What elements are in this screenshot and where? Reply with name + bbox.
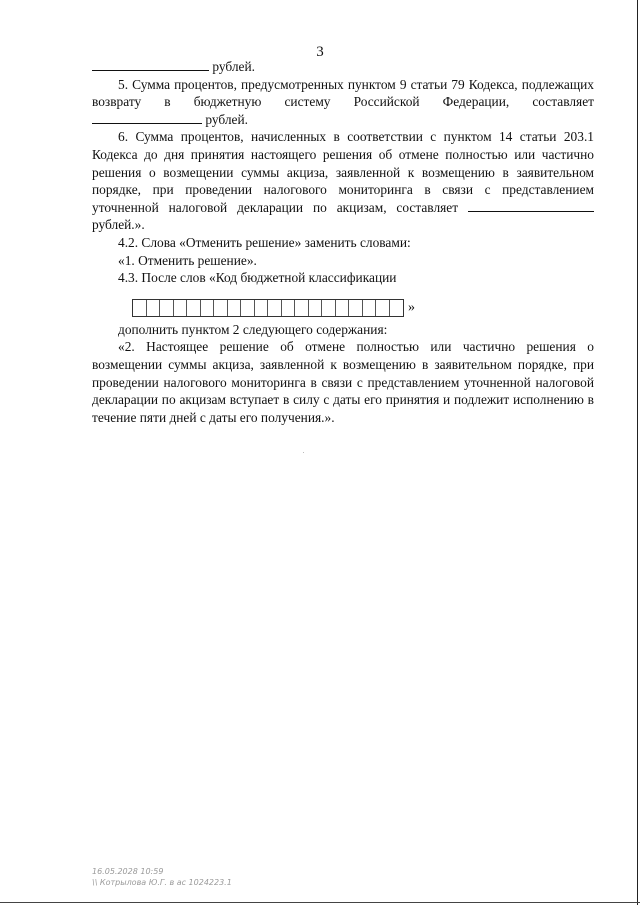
- page-number: 3: [316, 44, 324, 60]
- kbk-code-cell: [160, 300, 174, 316]
- amount-blank: [468, 199, 594, 212]
- electronic-stamp: [92, 866, 232, 888]
- paragraph-4-2: 4.2. Слова «Отменить решение» заменить словами:: [118, 234, 411, 250]
- kbk-code-cell: [363, 300, 377, 316]
- paragraph-4-2-quote: «1. Отменить решение».: [118, 252, 257, 268]
- kbk-code-cell: [241, 300, 255, 316]
- kbk-code-cell: [390, 300, 404, 316]
- kbk-code-cell: [349, 300, 363, 316]
- kbk-code-cell: [295, 300, 309, 316]
- page-edge-bottom: [0, 902, 640, 903]
- kbk-code-cell: [174, 300, 188, 316]
- stamp-path: \\ Котрылова Ю.Г. в ас 1024223.1: [92, 878, 232, 887]
- document-body: [92, 58, 594, 426]
- rubles-text: рублей.: [205, 111, 249, 127]
- kbk-code-row: [132, 293, 594, 317]
- rubles-line: [92, 58, 594, 76]
- paragraph-add: дополнить пунктом 2 следующего содержания:: [118, 321, 388, 337]
- paragraph-5-line-3: [92, 111, 594, 129]
- kbk-code-cell: [187, 300, 201, 316]
- paragraph-4-3: 4.3. После слов «Код бюджетной классификации: [118, 270, 397, 286]
- kbk-code-cell: [201, 300, 215, 316]
- kbk-code-cell: [147, 300, 161, 316]
- paragraph-6: [92, 128, 594, 234]
- kbk-code-cell: [133, 300, 147, 316]
- kbk-code-cell: [228, 300, 242, 316]
- rubles-text: рублей.: [212, 59, 256, 74]
- kbk-code-cell: [336, 300, 350, 316]
- page-edge-right: [637, 0, 638, 905]
- kbk-code-cell: [255, 300, 269, 316]
- kbk-code-cell: [322, 300, 336, 316]
- stamp-date: 16.05.2028 10:59: [92, 867, 164, 876]
- kbk-code-cell: [376, 300, 390, 316]
- amount-blank: [92, 58, 209, 71]
- scan-speck: [303, 452, 304, 453]
- paragraph-6-text: 6. Сумма процентов, начисленных в соответствии с пунктом 14 статьи 203.1 Кодекса до дня принятия настоящего решения об отмене полностью или частично решения о возмещении суммы акциза, заявленной к возмещению в заявительном порядке, при проведении налогового мониторинга в связи с представлением уточненной налоговой декларации по акцизам, составляет: [92, 129, 594, 215]
- kbk-code-grid: [132, 299, 404, 317]
- kbk-code-cell: [309, 300, 323, 316]
- kbk-code-cell: [268, 300, 282, 316]
- kbk-closing-quote: »: [408, 300, 415, 316]
- paragraph-5-line-2: возврату в бюджетную систему Российской Федерации, составляет: [92, 94, 594, 110]
- paragraph-6-end: рублей.».: [92, 217, 145, 233]
- kbk-code-cell: [282, 300, 296, 316]
- amount-blank: [92, 111, 202, 124]
- kbk-code-cell: [214, 300, 228, 316]
- paragraph-5-line-1: 5. Сумма процентов, предусмотренных пунктом 9 статьи 79 Кодекса, подлежащих: [118, 76, 594, 92]
- paragraph-2-new: «2. Настоящее решение об отмене полностью или частично решения о возмещении суммы акциза, заявленной к возмещению в заявительном порядке, при проведении налогового мониторинга в связи с представлением уточненной налоговой декларации по акцизам вступает в силу с даты его принятия и подлежит исполнению в течение пяти дней с даты его получения.».: [92, 339, 594, 425]
